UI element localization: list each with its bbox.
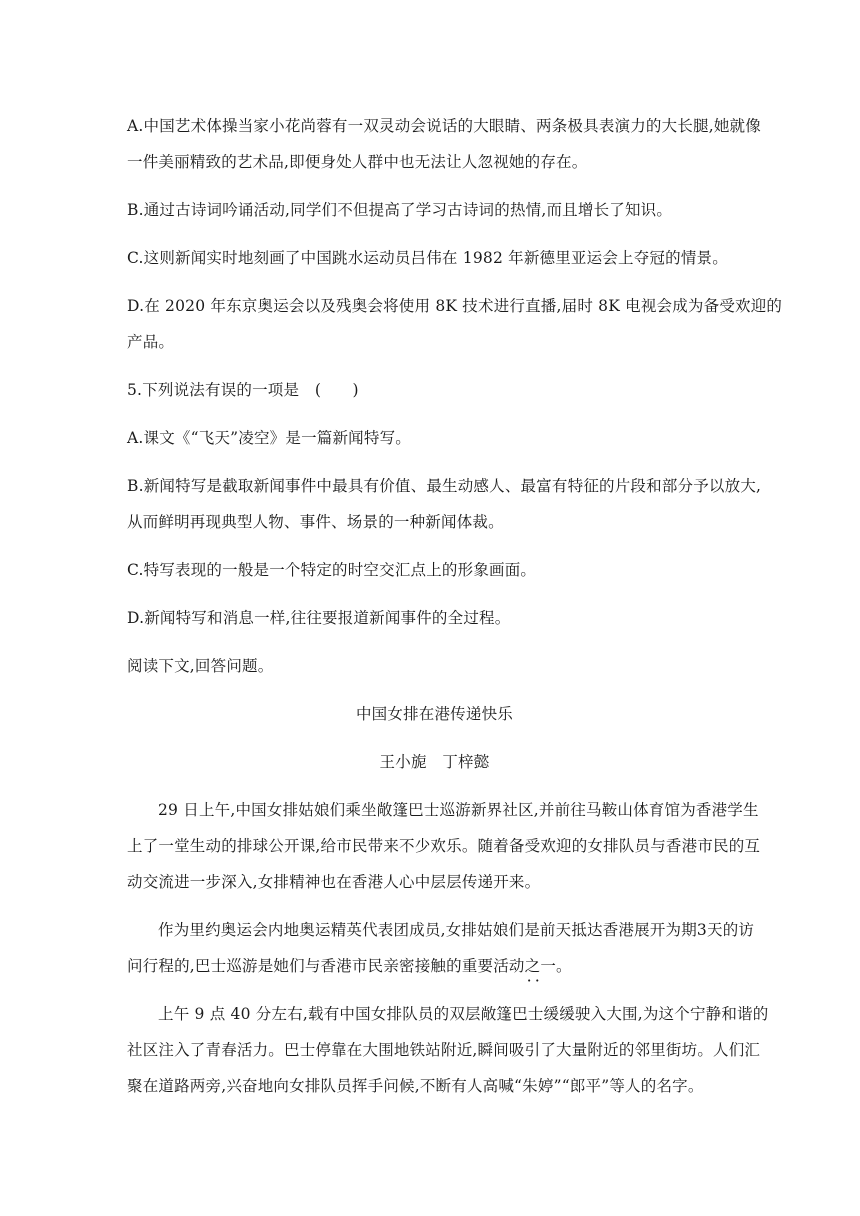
q4-option-a-line2: 一件美丽精致的艺术品,即便身处人群中也无法让人忽视她的存在。 [127,153,588,171]
article-title: 中国女排在港传递快乐 [355,705,513,723]
emphasized-word: 之一 ·· [525,948,556,984]
paragraph-2-text-after: 。 [556,957,572,975]
q4-option-a-line1: A.中国艺术体操当家小花尚蓉有一双灵动会说话的大眼睛、两条极具表演力的大长腿,她就像 [127,117,761,135]
q5-option-c: C.特写表现的一般是一个特定的时空交汇点上的形象画面。 [127,561,537,579]
q4-option-c: C.这则新闻实时地刻画了中国跳水运动员吕伟在 1982 年新德里亚运会上夺冠的情景。 [127,249,728,267]
q5-option-b-line1: B.新闻特写是截取新闻事件中最具有价值、最生动感人、最富有特征的片段和部分予以放大, [127,477,762,495]
q4-option-b: B.通过古诗词吟诵活动,同学们不但提高了学习古诗词的热情,而且增长了知识。 [127,201,673,219]
article-paragraph-3-line1: 上午 9 点 40 分左右,载有中国女排队员的双层敞篷巴士缓缓驶入大围,为这个宁静和谐的 [158,1005,769,1023]
article-paragraph-3-line3: 聚在道路两旁,兴奋地向女排队员挥手问候,不断有人高喊“朱婷”“郎平”等人的名字。 [127,1077,704,1095]
q5-option-d: D.新闻特写和消息一样,往往要报道新闻事件的全过程。 [127,609,511,627]
q5-stem: 5.下列说法有误的一项是 ( ) [127,381,359,399]
q4-option-d-line2: 产品。 [127,333,175,351]
article-paragraph-3-line2: 社区注入了青春活力。巴士停靠在大围地铁站附近,瞬间吸引了大量附近的邻里街坊。人们汇 [127,1041,761,1059]
q5-option-a: A.课文《“飞天”凌空》是一篇新闻特写。 [127,429,411,447]
paragraph-2-text-before: 问行程的,巴士巡游是她们与香港市民亲密接触的重要活动 [127,957,525,975]
article-paragraph-1-line2: 上了一堂生动的排球公开课,给市民带来不少欢乐。随着备受欢迎的女排队员与香港市民的互 [127,837,761,855]
article-paragraph-2-line2 [127,948,742,984]
article-paragraph-1-line1: 29 日上午,中国女排姑娘们乘坐敞篷巴士巡游新界社区,并前往马鞍山体育馆为香港学生 [158,801,759,819]
article-paragraph-2-line1: 作为里约奥运会内地奥运精英代表团成员,女排姑娘们是前天抵达香港展开为期3天的访 [158,921,755,939]
article-authors: 王小旎 丁梓懿 [379,753,490,771]
q5-option-b-line2: 从而鲜明再现典型人物、事件、场景的一种新闻体裁。 [127,513,504,531]
q4-option-d-line1: D.在 2020 年东京奥运会以及残奥会将使用 8K 技术进行直播,届时 8K 电视会成为备受欢迎的 [127,297,783,315]
reading-instruction: 阅读下文,回答问题。 [127,657,274,675]
article-paragraph-1-line3: 动交流进一步深入,女排精神也在香港人心中层层传递开来。 [127,873,541,891]
